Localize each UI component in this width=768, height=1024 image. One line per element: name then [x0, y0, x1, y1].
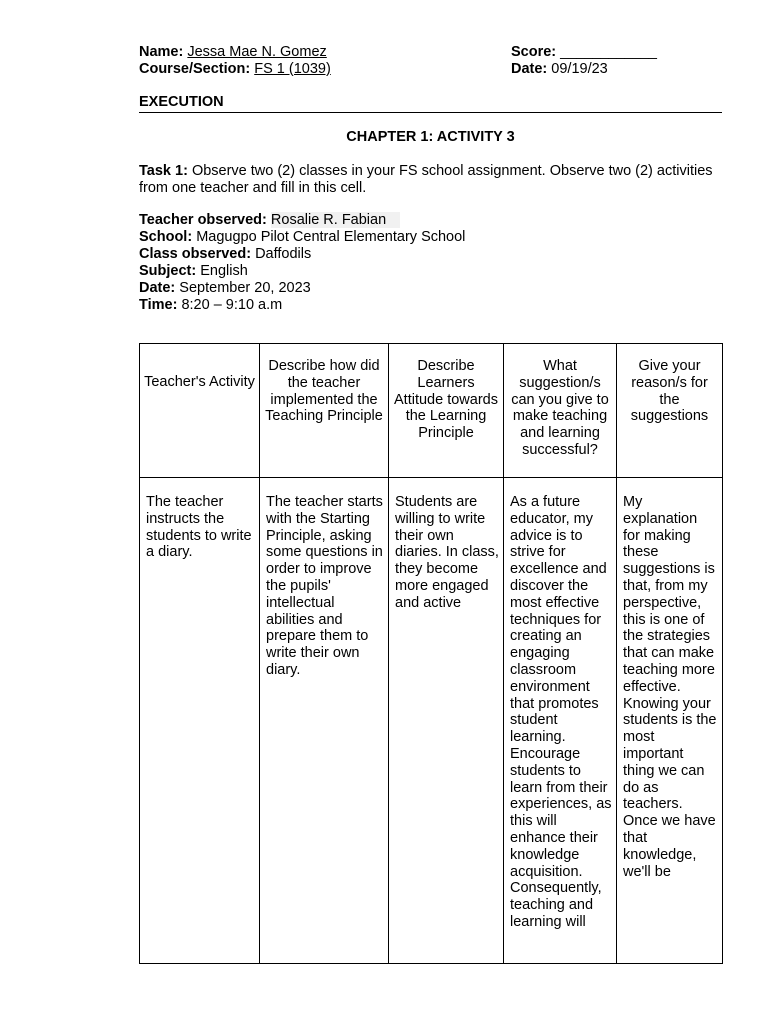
- table-cell: My explanation for making these suggestions is that, from my perspective, this is one of the strategies that can make teaching more effective. Knowing your students is the most important thing we can do as teachers. Once we have that knowledge, we'll be: [617, 478, 723, 964]
- table-header-cell: Teacher's Activity: [140, 344, 260, 478]
- name-value: Jessa Mae N. Gomez: [187, 44, 327, 60]
- table-header-cell: What suggestion/s can you give to make teaching and learning successful?: [504, 344, 617, 478]
- score-label: Score:: [511, 44, 557, 60]
- school-label: School:: [139, 229, 193, 245]
- obs-date-value: September 20, 2023: [179, 280, 311, 296]
- table-cell: Students are willing to write their own diaries. In class, they become more engaged and active: [389, 478, 504, 964]
- table-cell: The teacher instructs the students to write a diary.: [140, 478, 260, 964]
- time-line: [139, 297, 465, 314]
- task-label: Task 1:: [139, 163, 188, 179]
- task-text: Observe two (2) classes in your FS school assignment. Observe two (2) activities from one teacher and fill in this cell.: [139, 163, 713, 196]
- teacher-value: Rosalie R. Fabian: [271, 212, 400, 228]
- date-label: Date:: [511, 61, 548, 77]
- task-paragraph: [139, 163, 722, 197]
- date-value: 09/19/23: [551, 61, 608, 77]
- school-line: [139, 229, 465, 246]
- observation-info: [139, 212, 465, 314]
- class-label: Class observed:: [139, 246, 252, 262]
- table-header-cell: Describe Learners Attitude towards the Learning Principle: [389, 344, 504, 478]
- score-value: ____________: [560, 44, 657, 60]
- observation-table: [139, 343, 723, 964]
- name-label: Name:: [139, 44, 184, 60]
- subject-label: Subject:: [139, 263, 197, 279]
- table-cell: The teacher starts with the Starting Principle, asking some questions in order to improve the pupils' intellectual abilities and prepare them to write their own diary.: [260, 478, 389, 964]
- table-cell: As a future educator, my advice is to strive for excellence and discover the most effective techniques for creating an engaging classroom environment that promotes student learning. Encourage students to learn from their experiences, as this will enhance their knowledge acquisition. Consequently, teaching and learning will: [504, 478, 617, 964]
- time-label: Time:: [139, 297, 178, 313]
- table-header-row: [140, 344, 723, 478]
- time-value: 8:20 – 9:10 a.m: [181, 297, 283, 313]
- course-line: [139, 61, 331, 78]
- obs-date-label: Date:: [139, 280, 176, 296]
- score-line: [511, 44, 657, 61]
- teacher-line: [139, 212, 465, 229]
- date-line: [511, 61, 608, 78]
- table-header-cell: Describe how did the teacher implemented the Teaching Principle: [260, 344, 389, 478]
- section-divider: [139, 112, 722, 113]
- subject-value: English: [200, 263, 248, 279]
- section-title: EXECUTION: [139, 94, 224, 110]
- class-line: [139, 246, 465, 263]
- chapter-title: CHAPTER 1: ACTIVITY 3: [346, 129, 515, 145]
- class-value: Daffodils: [255, 246, 312, 262]
- school-value: Magugpo Pilot Central Elementary School: [196, 229, 466, 245]
- course-label: Course/Section:: [139, 61, 251, 77]
- subject-line: [139, 263, 465, 280]
- name-line: [139, 44, 327, 61]
- course-value: FS 1 (1039): [254, 61, 331, 77]
- obs-date-line: [139, 280, 465, 297]
- table-header-cell: Give your reason/s for the suggestions: [617, 344, 723, 478]
- table-row: [140, 478, 723, 964]
- teacher-label: Teacher observed:: [139, 212, 267, 228]
